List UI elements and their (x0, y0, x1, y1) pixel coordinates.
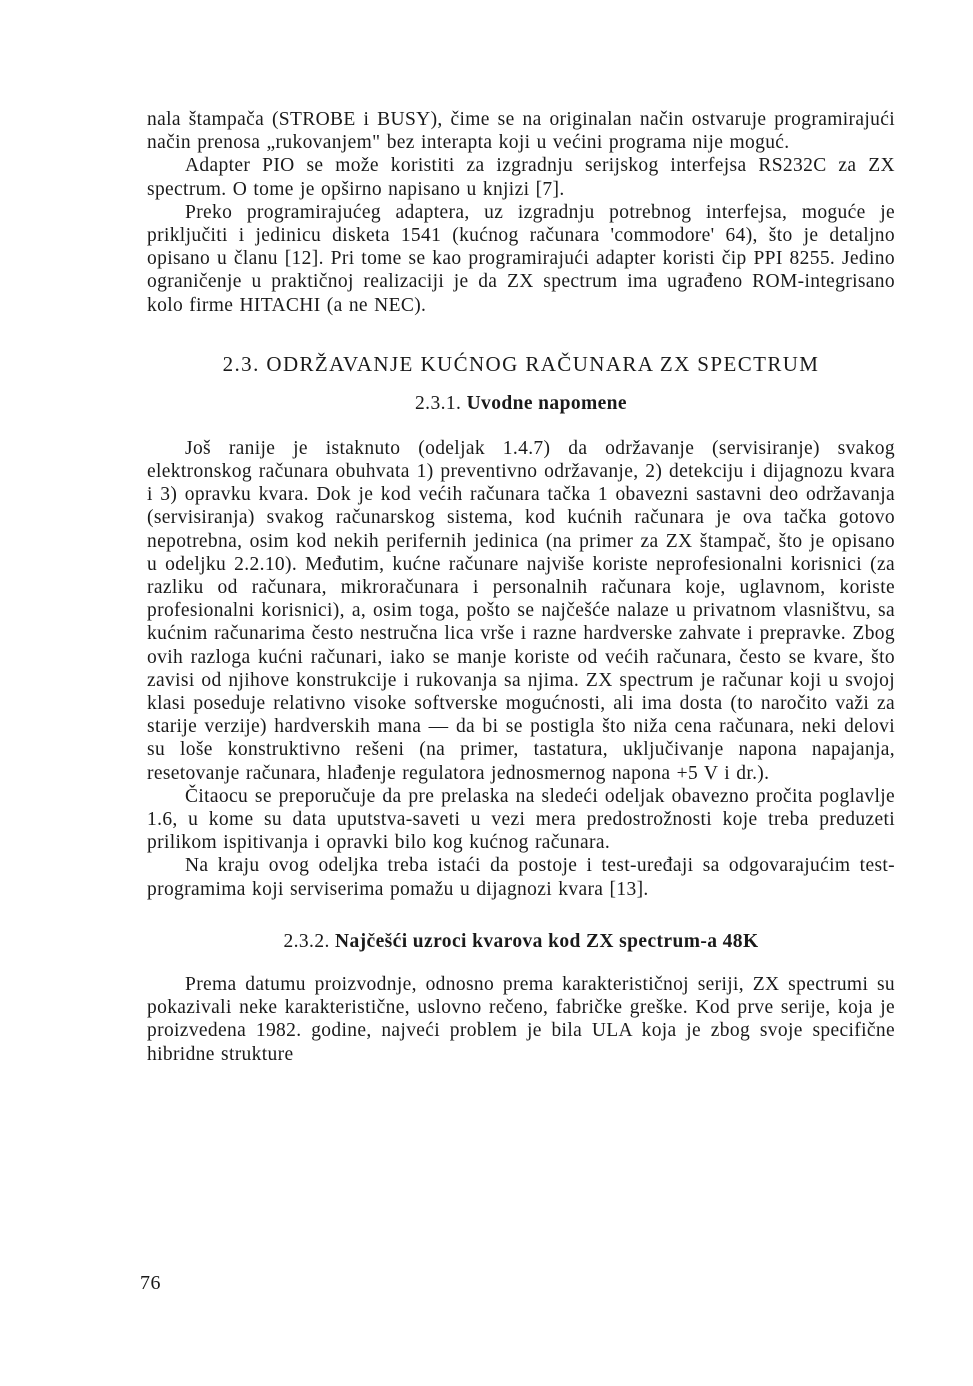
subsection-title: Uvodne napomene (466, 392, 627, 414)
paragraph-sub1-2: Čitaocu se preporučuje da pre prelaska na sledeći odeljak obavezno pročita poglavlje 1.6, u kome su data uputstva-saveti u vezi mera predostrožnosti koje treba preduzeti prilikom ispitivanja i opravki bilo kog kućnog računara. (147, 785, 895, 854)
paragraph-top-1: nala štampača (STROBE i BUSY), čime se na originalan način ostvaruje programirajući način prenosa „rukovanjem" bez interapta koji u većini programa nije moguć. (147, 109, 895, 154)
paragraph-top-2: Adapter PIO se može koristiti za izgradnju serijskog interfejsa RS232C za ZX spectrum. O tome je opširno napisano u knjizi [7]. (147, 155, 895, 200)
page-number: 76 (140, 1272, 161, 1294)
subsection-heading-2 (147, 929, 895, 955)
paragraph-sub1-3: Na kraju ovog odeljka treba istaći da postoje i test-uređaji sa odgovarajućim test-programima koji serviserima pomažu u dijagnozi kvara [13]. (147, 855, 895, 900)
subsection-number: 2.3.2. (283, 930, 330, 952)
subsection-number: 2.3.1. (415, 392, 462, 414)
subsection-title: Najčešći uzroci kvarova kod ZX spectrum-a 48K (335, 930, 759, 952)
paragraph-top-3: Preko programirajućeg adaptera, uz izgradnju potrebnog interfejsa, moguće je priključiti i jedinicu disketa 1541 (kućnog računara 'commodore' 64), što je detaljno opisano u članu [12]. Pri tome se kao programirajući adapter koristi čip PPI 8255. Jedino ograničenje u praktičnoj realizaciji je da ZX spectrum ima ugrađeno ROM-integrisano kolo firme HITACHI (a ne NEC). (147, 201, 895, 316)
paragraph-sub1-1: Još ranije je istaknuto (odeljak 1.4.7) da održavanje (servisiranje) svakog elektronskog računara obuhvata 1) preventivno održavanje, 2) detekciju i dijagnozu kvara i 3) opravku kvara. Dok je kod većih računara tačka 1 obavezni sastavni deo održavanja (servisiranja) svakog računarskog sistema, kod kućnih računara je ova tačka gotovo nepotrebna, osim kod nekih perifernih jedinica (na primer za ZX štampač, što je opisano u odeljku 2.2.10). Međutim, kućne računare najviše koriste neprofesionalni korisnici (za razliku od računara, mikroračunara i personalnih računara koje, uglavnom, koriste profesionalni korisnici), a, osim toga, pošto se najčešće nalaze u privatnom vlasništvu, sa kućnim računarima često nestručna lica vrše i razne hardverske zahvate i prepravke. Zbog ovih razloga kućni računari, iako se manje koriste od većih računara, često se kvare, što zavisi od njihove konstrukcije i rukovanja sa njima. ZX spectrum je računar koji u svojoj klasi poseduje relativno visoke softverske mogućnosti, ali ima dosta (to naročito važi za starije verzije) hardverskih mana — da bi se postigla što niža cena računara, neki delovi su loše konstruktivno rešeni (na primer, tastatura, uključivanje napona napajanja, resetovanje računara, hlađenje regulatora jednosmernog napona +5 V i dr.). (147, 437, 895, 784)
paragraph-sub2-1: Prema datumu proizvodnje, odnosno prema karakterističnoj seriji, ZX spectrumi su pokazivali neke karakteristične, uslovno rečeno, fabričke greške. Kod prve serije, koja je proizvedena 1982. godine, najveći problem je bila ULA koja je zbog svoje specifične hibridne strukture (147, 973, 895, 1065)
subsection-heading-1 (147, 391, 895, 417)
document-page (147, 108, 895, 1066)
section-heading: 2.3. ODRŽAVANJE KUĆNOG RAČUNARA ZX SPECTRUM (222, 351, 820, 376)
